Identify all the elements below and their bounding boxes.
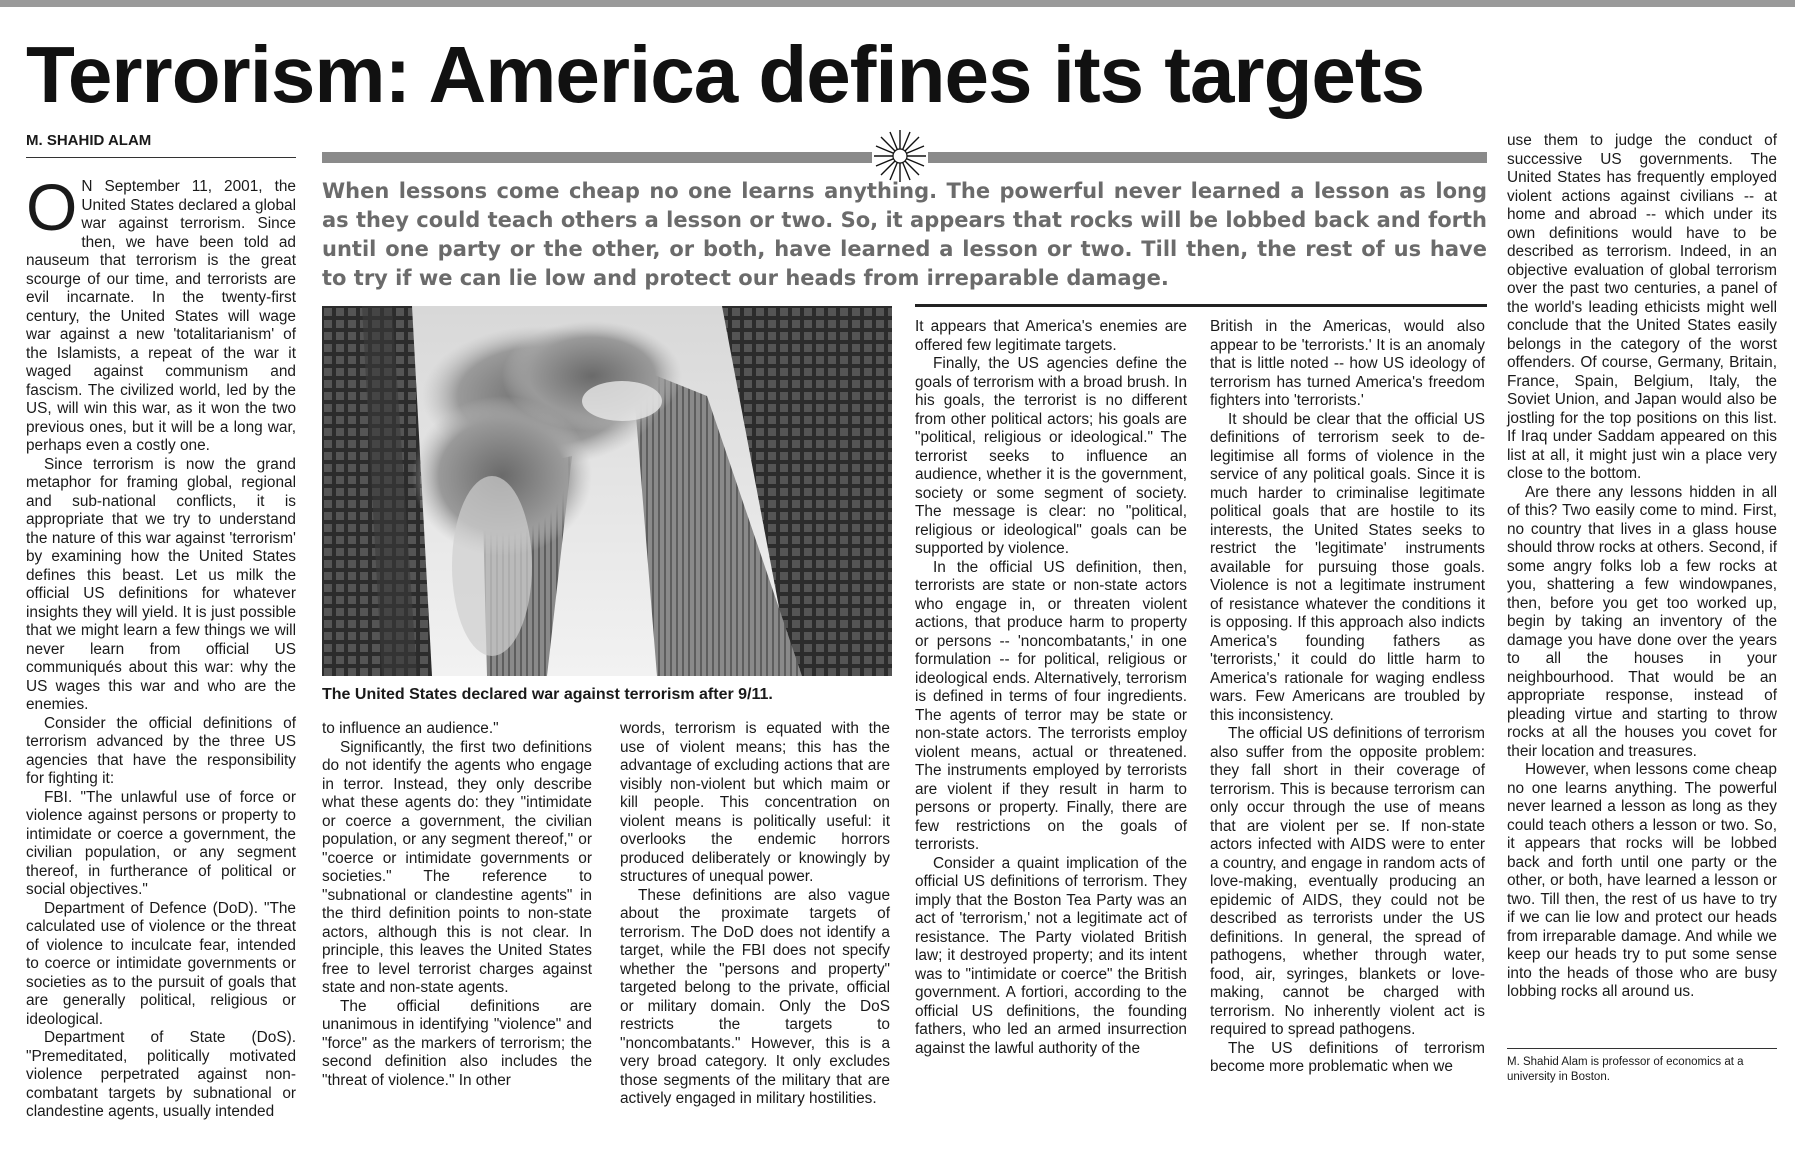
column-6 — [1507, 132, 1777, 1040]
paragraph: Are there any lessons hidden in all of this? Two easily come to mind. First, no country that lives in a glass house should throw rocks at others. Second, if some angry folks lob a few rocks at you, shattering a few windowpanes, then, before you get too worked up, begin by taking an inventory of the damage you have done over the years to all the houses in your neighbourhood. That would be an appropriate response, instead of pleading virtue and starting to throw rocks at all the houses you covet for their location and treasures. — [1507, 483, 1777, 760]
paragraph: However, when lessons come cheap no one learns anything. The powerful never learned a lesson as long as they could teach others a lesson or two. So, it appears that rocks will be lobbed back and forth until one party or the other, or both, have learned a lesson or two. Till then, the rest of us have to try if we can lie low and protect our heads from irreparable damage. And while we keep our heads try to put some sense into the heads of those who are busy lobbing rocks all around us. — [1507, 761, 1777, 1000]
paragraph: Department of State (DoS). "Premeditated, politically motivated violence perpetrated against non-combatant targets by subnational or clandestine agents, usually intended — [26, 1029, 296, 1120]
column-4 — [915, 318, 1187, 1128]
photo-caption: The United States declared war against terrorism after 9/11. — [322, 686, 773, 703]
column-2 — [322, 720, 592, 1125]
starburst-icon — [872, 128, 928, 184]
headline: Terrorism: America defines its targets — [26, 30, 1425, 119]
paragraph: Since terrorism is now the grand metaphor for framing global, regional and sub-national conflicts, it is appropriate that we try to understand the nature of this war against 'terrorism' by examining how the United States defines this beast. Let us milk the official US definitions for whatever insights they will yield. It is just possible that we might learn a few things we will never learn from official US communiqués about this war: why the US wages this war and who are the enemies. — [26, 455, 296, 713]
column-5 — [1210, 318, 1485, 1128]
paragraph: The official definitions are unanimous in identifying "violence" and "force" as the markers of terrorism; the second definition also includes the "threat of violence." In other — [322, 997, 592, 1089]
column-1 — [26, 170, 296, 1120]
paragraph: Significantly, the first two definitions do not identify the agents who engage in terror. Instead, they only describe what these agents do: they "intimidate or coerce a government, the civilian population, or any segment thereof," or "coerce or intimidate governments or societies." The reference to "subnational or clandestine agents" in the third definition points to non-state actors, although this is not clear. In principle, this leaves the United States free to level terrorist charges against state and non-state agents. — [322, 738, 592, 996]
paragraph: Consider the official definitions of terrorism advanced by the three US agencies that have the responsibility for fighting it: — [26, 714, 296, 787]
paragraph: It should be clear that the official US definitions of terrorism seek to de-legitimise all forms of violence in the service of any political goals. Since it is much harder to criminalise legitimate political goals that are hostile to its interests, the United States seeks to restrict the 'legitimate' instruments available for pursuing those goals. Violence is not a legitimate instrument of resistance whatever the conditions it is opposing. If this approach also indicts America's founding fathers as 'terrorists,' it could do little harm to America's rationale for waging endless wars. Few Americans are troubled by this inconsistency. — [1210, 410, 1485, 724]
paragraph: These definitions are also vague about the proximate targets of terrorism. The DoD does not identify a target, while the FBI does not specify whether the "persons and property" targeted belong to the private, official or military domain. Only the DoS restricts the targets to "noncombatants." However, this is a very broad category. It only excludes those segments of the military that are actively engaged in military hostilities. — [620, 886, 890, 1107]
paragraph: British in the Americas, would also appear to be 'terrorists.' It is an anomaly that is little noted -- how US ideology of terrorism has turned America's freedom fighters into 'terrorists.' — [1210, 318, 1485, 409]
paragraph: FBI. "The unlawful use of force or violence against persons or property to intimidate or coerce a government, the civilian population, or any segment thereof, in furtherance of political or social objectives." — [26, 788, 296, 898]
paragraph: Department of Defence (DoD). "The calculated use of violence or the threat of violence to inculcate fear, intended to coerce or intimidate governments or societies as to the pursuit of goals that are generally political, religious or ideological. — [26, 899, 296, 1028]
paragraph: words, terrorism is equated with the use of violent means; this has the advantage of excluding actions that are visibly non-violent but which maim or kill people. This concentration on violent means is politically useful: it overlooks the endemic horrors produced deliberately or knowingly by structures of unequal power. — [620, 720, 890, 885]
paragraph: The official US definitions of terrorism also suffer from the opposite problem: they fall short in their coverage of terrorism. This is because terrorism can only occur through the use of means that are violent per se. If non-state actors infected with AIDS were to enter a country, and engage in random acts of love-making, eventually producing an epidemic of AIDS, they could not be described as terrorists under the US definitions. In general, the spread of pathogens, whether through water, food, air, syringes, blankets or love-making, cannot be charged with terrorism. No inherently violent act is required to spread pathogens. — [1210, 725, 1485, 1038]
paragraph: use them to judge the conduct of successive US governments. The United States has frequently employed violent actions against civilians -- at home and abroad -- which under its own definitions would have to be described as terrorism. Indeed, in an objective evaluation of global terrorism over the past two centuries, a panel of the world's leading ethicists might well conclude that the United States easily belongs in the category of the worst offenders. Of course, Germany, Britain, France, Spain, Belgium, Italy, the Soviet Union, and Japan would also be jostling for the top positions on this list. If Iraq under Saddam appeared on this list at all, it might just win a place very close to the bottom. — [1507, 132, 1777, 482]
paragraph: The US definitions of terrorism become more problematic when we — [1210, 1039, 1485, 1075]
byline: M. SHAHID ALAM — [26, 132, 296, 158]
paragraph: Consider a quaint implication of the official US definitions of terrorism. They imply that the Boston Tea Party was an act of 'terrorism,' not a legitimate act of resistance. The Party violated British law; it destroyed property; and its intent was to "intimidate or coerce" the British government. A fortiori, according to the official US definitions, the founding fathers, who led an armed insurrection against the lawful authority of the — [915, 854, 1187, 1057]
column-3 — [620, 720, 890, 1125]
paragraph: In the official US definition, then, terrorists are state or non-state actors who engage in, or threaten violent actions, that produce harm to property or persons -- 'noncombatants,' in one formulation -- for political, religious or ideological ends. Alternatively, terrorism is defined in terms of four ingredients. The agents of terror may be state or non-state actors. The terrorists employ violent means, actual or threatened. The instruments employed by terrorists are violent if they result in harm to persons or property. Finally, there are few restrictions on the goals of terrorists. — [915, 558, 1187, 853]
paragraph: Finally, the US agencies define the goals of terrorism with a broad brush. In his goals, the terrorist is no different from other political actors; his goals are "political, religious or ideological." The terrorist seeks to influence an audience, whether it is the government, society or some segment of society. The message is clear: no "political, religious or ideological" goals can be supported by violence. — [915, 355, 1187, 557]
drop-cap: O — [26, 170, 78, 244]
pull-quote-underline — [915, 304, 1487, 307]
paragraph: It appears that America's enemies are offered few legitimate targets. — [915, 318, 1187, 354]
wtc-photo — [322, 306, 892, 676]
top-rule — [0, 0, 1795, 7]
author-bio: M. Shahid Alam is professor of economics at a university in Boston. — [1507, 1048, 1777, 1085]
paragraph: O N September 11, 2001, the United States declared a global war against terrorism. Since then, we have been told ad nauseum that terrorism is the great scourge of our time, and terrorists are evil incarnate. In the twenty-first century, the United States will wage war against a new 'totalitarianism' of the Islamists, a repeat of the war it waged against communism and fascism. The civilized world, led by the US, will win this war, as it won the two previous ones, but it will be a long war, perhaps even a costly one. — [26, 170, 296, 454]
paragraph: to influence an audience." — [322, 720, 499, 737]
pull-quote: When lessons come cheap no one learns anything. The powerful never learned a lesson as long as they could teach others a lesson or two. So, it appears that rocks will be lobbed back and forth until one party or the other, or both, have learned a lesson or two. Till then, the rest of us have to try if we can lie low and protect our heads from irreparable damage. — [322, 179, 1487, 290]
